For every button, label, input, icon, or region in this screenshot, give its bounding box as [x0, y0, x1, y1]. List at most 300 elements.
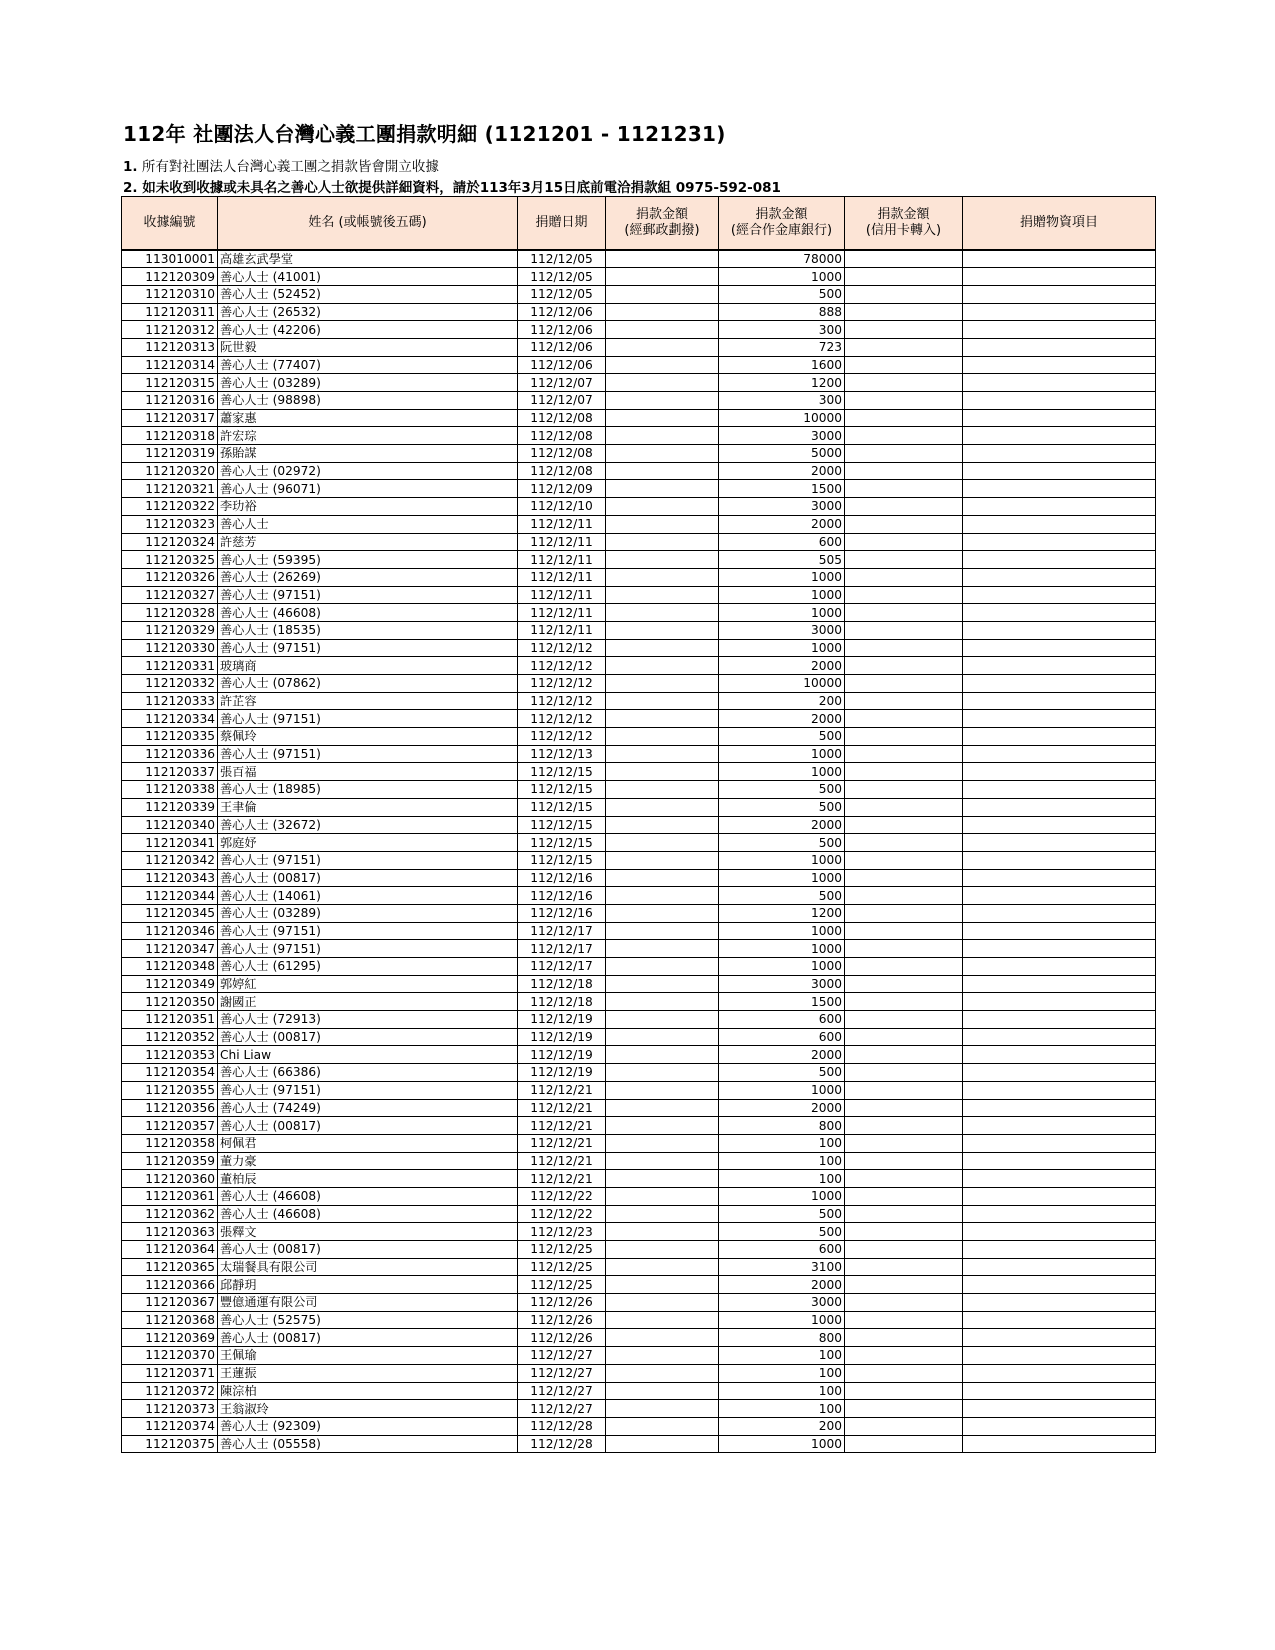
- table-row: [122, 745, 1156, 763]
- amount-card-cell: [845, 1117, 963, 1135]
- amount-bank-cell: 2000: [719, 515, 845, 533]
- receipt-no-cell: 112120324: [122, 533, 218, 551]
- amount-bank-cell: 5000: [719, 445, 845, 463]
- receipt-no-cell: 112120338: [122, 781, 218, 799]
- receipt-no-cell: 112120327: [122, 586, 218, 604]
- amount-bank-cell: 3000: [719, 1294, 845, 1312]
- donor-name-cell: 邱靜玥: [218, 1276, 518, 1294]
- donation-date-cell: 112/12/21: [518, 1099, 606, 1117]
- amount-card-cell: [845, 798, 963, 816]
- amount-bank-cell: 100: [719, 1170, 845, 1188]
- donated-items-cell: [963, 1134, 1156, 1152]
- table-row: [122, 940, 1156, 958]
- donated-items-cell: [963, 1223, 1156, 1241]
- donated-items-cell: [963, 745, 1156, 763]
- donated-items-cell: [963, 798, 1156, 816]
- amount-postal-cell: [606, 1187, 719, 1205]
- table-row: [122, 675, 1156, 693]
- donor-name-cell: 柯佩君: [218, 1134, 518, 1152]
- amount-card-cell: [845, 887, 963, 905]
- amount-card-cell: [845, 1400, 963, 1418]
- receipt-no-cell: 112120320: [122, 462, 218, 480]
- receipt-no-cell: 112120354: [122, 1064, 218, 1082]
- receipt-no-cell: 112120356: [122, 1099, 218, 1117]
- header-donated-items: 捐贈物資項目: [963, 197, 1156, 251]
- amount-card-cell: [845, 1046, 963, 1064]
- receipt-no-cell: 112120350: [122, 993, 218, 1011]
- amount-postal-cell: [606, 1435, 719, 1453]
- header-date: 捐贈日期: [518, 197, 606, 251]
- donor-name-cell: 蕭家惠: [218, 409, 518, 427]
- amount-bank-cell: 2000: [719, 1276, 845, 1294]
- amount-postal-cell: [606, 356, 719, 374]
- donation-date-cell: 112/12/08: [518, 427, 606, 445]
- donation-date-cell: 112/12/12: [518, 728, 606, 746]
- amount-postal-cell: [606, 958, 719, 976]
- donated-items-cell: [963, 1258, 1156, 1276]
- donor-name-cell: 善心人士 (00817): [218, 1329, 518, 1347]
- amount-card-cell: [845, 1364, 963, 1382]
- donor-name-cell: 善心人士 (97151): [218, 940, 518, 958]
- receipt-no-cell: 112120339: [122, 798, 218, 816]
- donation-date-cell: 112/12/25: [518, 1258, 606, 1276]
- receipt-no-cell: 112120329: [122, 621, 218, 639]
- donation-date-cell: 112/12/11: [518, 515, 606, 533]
- donor-name-cell: 善心人士 (26532): [218, 303, 518, 321]
- amount-postal-cell: [606, 1329, 719, 1347]
- amount-postal-cell: [606, 268, 719, 286]
- donor-name-cell: 善心人士 (14061): [218, 887, 518, 905]
- donor-name-cell: 善心人士 (32672): [218, 816, 518, 834]
- amount-postal-cell: [606, 1258, 719, 1276]
- donor-name-cell: 郭庭妤: [218, 834, 518, 852]
- receipt-no-cell: 112120369: [122, 1329, 218, 1347]
- donation-date-cell: 112/12/11: [518, 533, 606, 551]
- amount-card-cell: [845, 427, 963, 445]
- amount-bank-cell: 1200: [719, 904, 845, 922]
- amount-card-cell: [845, 1223, 963, 1241]
- donor-name-cell: 善心人士 (00817): [218, 1241, 518, 1259]
- receipt-no-cell: 112120352: [122, 1028, 218, 1046]
- donated-items-cell: [963, 993, 1156, 1011]
- donation-table: [121, 196, 1156, 1453]
- table-row: [122, 781, 1156, 799]
- donated-items-cell: [963, 1329, 1156, 1347]
- amount-card-cell: [845, 675, 963, 693]
- receipt-no-cell: 112120314: [122, 356, 218, 374]
- amount-card-cell: [845, 851, 963, 869]
- receipt-no-cell: 112120340: [122, 816, 218, 834]
- donor-name-cell: 善心人士 (18535): [218, 621, 518, 639]
- donor-name-cell: 善心人士 (46608): [218, 1187, 518, 1205]
- donated-items-cell: [963, 250, 1156, 268]
- amount-postal-cell: [606, 250, 719, 268]
- receipt-no-cell: 112120316: [122, 392, 218, 410]
- amount-bank-cell: 2000: [719, 710, 845, 728]
- donation-date-cell: 112/12/19: [518, 1064, 606, 1082]
- amount-postal-cell: [606, 1011, 719, 1029]
- amount-postal-cell: [606, 427, 719, 445]
- note-text: 如未收到收據或未具名之善心人士欲提供詳細資料，請於113年3月15日底前電洽捐款組 0975-592-081: [142, 180, 781, 196]
- receipt-no-cell: 112120359: [122, 1152, 218, 1170]
- donor-name-cell: 善心人士 (26269): [218, 568, 518, 586]
- amount-bank-cell: 600: [719, 1241, 845, 1259]
- amount-postal-cell: [606, 675, 719, 693]
- donation-date-cell: 112/12/05: [518, 268, 606, 286]
- amount-postal-cell: [606, 568, 719, 586]
- table-row: [122, 268, 1156, 286]
- amount-postal-cell: [606, 1294, 719, 1312]
- receipt-no-cell: 112120317: [122, 409, 218, 427]
- donated-items-cell: [963, 887, 1156, 905]
- table-row: [122, 303, 1156, 321]
- header-name: 姓名 (或帳號後五碼): [218, 197, 518, 251]
- amount-postal-cell: [606, 1417, 719, 1435]
- table-row: [122, 904, 1156, 922]
- table-row: [122, 621, 1156, 639]
- donation-date-cell: 112/12/06: [518, 338, 606, 356]
- amount-card-cell: [845, 940, 963, 958]
- donor-name-cell: 善心人士 (96071): [218, 480, 518, 498]
- donor-name-cell: 阮世毅: [218, 338, 518, 356]
- receipt-no-cell: 112120370: [122, 1347, 218, 1365]
- table-row: [122, 480, 1156, 498]
- receipt-no-cell: 112120374: [122, 1417, 218, 1435]
- table-row: [122, 1152, 1156, 1170]
- table-row: [122, 851, 1156, 869]
- amount-card-cell: [845, 551, 963, 569]
- table-row: [122, 1205, 1156, 1223]
- receipt-no-cell: 112120371: [122, 1364, 218, 1382]
- amount-bank-cell: 2000: [719, 1099, 845, 1117]
- donor-name-cell: 善心人士 (97151): [218, 639, 518, 657]
- table-row: [122, 515, 1156, 533]
- amount-bank-cell: 1000: [719, 1187, 845, 1205]
- donation-date-cell: 112/12/17: [518, 958, 606, 976]
- donation-date-cell: 112/12/11: [518, 621, 606, 639]
- amount-card-cell: [845, 922, 963, 940]
- receipt-no-cell: 112120315: [122, 374, 218, 392]
- amount-card-cell: [845, 515, 963, 533]
- amount-bank-cell: 3000: [719, 427, 845, 445]
- donor-name-cell: 善心人士 (00817): [218, 1117, 518, 1135]
- amount-bank-cell: 10000: [719, 675, 845, 693]
- donation-date-cell: 112/12/19: [518, 1011, 606, 1029]
- amount-bank-cell: 505: [719, 551, 845, 569]
- donor-name-cell: 善心人士 (03289): [218, 904, 518, 922]
- amount-card-cell: [845, 268, 963, 286]
- receipt-no-cell: 112120325: [122, 551, 218, 569]
- receipt-no-cell: 112120337: [122, 763, 218, 781]
- donation-date-cell: 112/12/17: [518, 940, 606, 958]
- amount-bank-cell: 1000: [719, 604, 845, 622]
- donor-name-cell: 善心人士 (59395): [218, 551, 518, 569]
- donation-date-cell: 112/12/27: [518, 1347, 606, 1365]
- amount-postal-cell: [606, 639, 719, 657]
- amount-bank-cell: 100: [719, 1152, 845, 1170]
- donor-name-cell: 善心人士 (41001): [218, 268, 518, 286]
- amount-postal-cell: [606, 922, 719, 940]
- receipt-no-cell: 112120351: [122, 1011, 218, 1029]
- amount-card-cell: [845, 1081, 963, 1099]
- donated-items-cell: [963, 586, 1156, 604]
- table-row: [122, 586, 1156, 604]
- donation-date-cell: 112/12/21: [518, 1152, 606, 1170]
- donor-name-cell: 善心人士 (97151): [218, 851, 518, 869]
- donated-items-cell: [963, 551, 1156, 569]
- amount-bank-cell: 1000: [719, 869, 845, 887]
- donation-date-cell: 112/12/26: [518, 1294, 606, 1312]
- amount-postal-cell: [606, 816, 719, 834]
- amount-postal-cell: [606, 321, 719, 339]
- donor-name-cell: 善心人士 (05558): [218, 1435, 518, 1453]
- donor-name-cell: 善心人士 (74249): [218, 1099, 518, 1117]
- receipt-no-cell: 112120323: [122, 515, 218, 533]
- amount-card-cell: [845, 1152, 963, 1170]
- amount-bank-cell: 100: [719, 1134, 845, 1152]
- table-row: [122, 1400, 1156, 1418]
- amount-bank-cell: 888: [719, 303, 845, 321]
- donation-date-cell: 112/12/15: [518, 763, 606, 781]
- amount-bank-cell: 1000: [719, 1081, 845, 1099]
- receipt-no-cell: 112120349: [122, 975, 218, 993]
- amount-card-cell: [845, 958, 963, 976]
- table-row: [122, 338, 1156, 356]
- receipt-no-cell: 112120335: [122, 728, 218, 746]
- donated-items-cell: [963, 1347, 1156, 1365]
- table-row: [122, 1028, 1156, 1046]
- table-row: [122, 1117, 1156, 1135]
- amount-bank-cell: 200: [719, 1417, 845, 1435]
- donor-name-cell: 王佩瑜: [218, 1347, 518, 1365]
- donated-items-cell: [963, 958, 1156, 976]
- amount-bank-cell: 1600: [719, 356, 845, 374]
- amount-postal-cell: [606, 851, 719, 869]
- receipt-no-cell: 112120318: [122, 427, 218, 445]
- amount-card-cell: [845, 586, 963, 604]
- donated-items-cell: [963, 409, 1156, 427]
- donated-items-cell: [963, 533, 1156, 551]
- donation-date-cell: 112/12/25: [518, 1241, 606, 1259]
- amount-card-cell: [845, 445, 963, 463]
- donation-date-cell: 112/12/27: [518, 1382, 606, 1400]
- amount-postal-cell: [606, 657, 719, 675]
- amount-postal-cell: [606, 1152, 719, 1170]
- table-row: [122, 1258, 1156, 1276]
- amount-bank-cell: 1200: [719, 374, 845, 392]
- amount-card-cell: [845, 533, 963, 551]
- amount-postal-cell: [606, 462, 719, 480]
- table-row: [122, 533, 1156, 551]
- donation-date-cell: 112/12/11: [518, 568, 606, 586]
- amount-postal-cell: [606, 834, 719, 852]
- amount-card-cell: [845, 657, 963, 675]
- donation-date-cell: 112/12/27: [518, 1400, 606, 1418]
- amount-card-cell: [845, 1294, 963, 1312]
- amount-card-cell: [845, 869, 963, 887]
- donated-items-cell: [963, 356, 1156, 374]
- donor-name-cell: 善心人士 (46608): [218, 1205, 518, 1223]
- donated-items-cell: [963, 728, 1156, 746]
- table-row: [122, 551, 1156, 569]
- receipt-no-cell: 112120310: [122, 285, 218, 303]
- donated-items-cell: [963, 1152, 1156, 1170]
- table-row: [122, 285, 1156, 303]
- amount-card-cell: [845, 1099, 963, 1117]
- receipt-no-cell: 113010001: [122, 250, 218, 268]
- amount-bank-cell: 600: [719, 533, 845, 551]
- receipt-no-cell: 112120332: [122, 675, 218, 693]
- amount-bank-cell: 2000: [719, 462, 845, 480]
- receipt-no-cell: 112120343: [122, 869, 218, 887]
- donation-date-cell: 112/12/11: [518, 586, 606, 604]
- donated-items-cell: [963, 1417, 1156, 1435]
- donated-items-cell: [963, 692, 1156, 710]
- amount-postal-cell: [606, 1081, 719, 1099]
- table-row: [122, 1311, 1156, 1329]
- amount-bank-cell: 500: [719, 781, 845, 799]
- amount-bank-cell: 3100: [719, 1258, 845, 1276]
- donation-date-cell: 112/12/28: [518, 1435, 606, 1453]
- table-row: [122, 604, 1156, 622]
- amount-card-cell: [845, 1382, 963, 1400]
- donated-items-cell: [963, 338, 1156, 356]
- donor-name-cell: 太瑞餐具有限公司: [218, 1258, 518, 1276]
- note-receipt: [123, 155, 439, 175]
- donation-date-cell: 112/12/12: [518, 639, 606, 657]
- donor-name-cell: 善心人士 (52452): [218, 285, 518, 303]
- amount-postal-cell: [606, 1134, 719, 1152]
- table-row: [122, 975, 1156, 993]
- header-amount-card: 捐款金額 (信用卡轉入): [845, 197, 963, 251]
- amount-bank-cell: 1500: [719, 993, 845, 1011]
- amount-card-cell: [845, 639, 963, 657]
- table-row: [122, 1170, 1156, 1188]
- table-row: [122, 710, 1156, 728]
- donation-date-cell: 112/12/21: [518, 1117, 606, 1135]
- donor-name-cell: 善心人士 (03289): [218, 374, 518, 392]
- amount-postal-cell: [606, 303, 719, 321]
- donated-items-cell: [963, 1064, 1156, 1082]
- amount-card-cell: [845, 993, 963, 1011]
- donated-items-cell: [963, 1117, 1156, 1135]
- donation-date-cell: 112/12/07: [518, 392, 606, 410]
- amount-bank-cell: 500: [719, 1064, 845, 1082]
- receipt-no-cell: 112120341: [122, 834, 218, 852]
- amount-card-cell: [845, 728, 963, 746]
- receipt-no-cell: 112120367: [122, 1294, 218, 1312]
- donation-date-cell: 112/12/12: [518, 675, 606, 693]
- amount-card-cell: [845, 621, 963, 639]
- amount-card-cell: [845, 1311, 963, 1329]
- donation-date-cell: 112/12/08: [518, 445, 606, 463]
- donated-items-cell: [963, 1046, 1156, 1064]
- donation-date-cell: 112/12/16: [518, 887, 606, 905]
- amount-postal-cell: [606, 993, 719, 1011]
- amount-card-cell: [845, 1258, 963, 1276]
- note-number: 1.: [123, 159, 138, 175]
- amount-bank-cell: 500: [719, 285, 845, 303]
- donated-items-cell: [963, 675, 1156, 693]
- donated-items-cell: [963, 1364, 1156, 1382]
- donated-items-cell: [963, 462, 1156, 480]
- table-row: [122, 1046, 1156, 1064]
- donation-date-cell: 112/12/28: [518, 1417, 606, 1435]
- donation-date-cell: 112/12/18: [518, 993, 606, 1011]
- receipt-no-cell: 112120321: [122, 480, 218, 498]
- amount-postal-cell: [606, 1099, 719, 1117]
- amount-card-cell: [845, 1170, 963, 1188]
- receipt-no-cell: 112120313: [122, 338, 218, 356]
- amount-card-cell: [845, 480, 963, 498]
- header-amount-bank: 捐款金額 (經合作金庫銀行): [719, 197, 845, 251]
- table-row: [122, 869, 1156, 887]
- amount-postal-cell: [606, 763, 719, 781]
- donor-name-cell: 善心人士 (46608): [218, 604, 518, 622]
- amount-postal-cell: [606, 374, 719, 392]
- donated-items-cell: [963, 480, 1156, 498]
- table-row: [122, 1294, 1156, 1312]
- amount-card-cell: [845, 338, 963, 356]
- table-row: [122, 692, 1156, 710]
- table-row: [122, 1187, 1156, 1205]
- amount-bank-cell: 1000: [719, 1435, 845, 1453]
- amount-bank-cell: 1000: [719, 745, 845, 763]
- amount-postal-cell: [606, 604, 719, 622]
- page-title: 112年 社團法人台灣心義工團捐款明細 (1121201 - 1121231): [123, 122, 726, 146]
- amount-bank-cell: 600: [719, 1028, 845, 1046]
- amount-bank-cell: 500: [719, 1205, 845, 1223]
- amount-card-cell: [845, 356, 963, 374]
- donation-date-cell: 112/12/25: [518, 1276, 606, 1294]
- amount-bank-cell: 1000: [719, 763, 845, 781]
- receipt-no-cell: 112120362: [122, 1205, 218, 1223]
- donor-name-cell: 善心人士 (66386): [218, 1064, 518, 1082]
- amount-postal-cell: [606, 798, 719, 816]
- receipt-no-cell: 112120326: [122, 568, 218, 586]
- amount-postal-cell: [606, 498, 719, 516]
- amount-postal-cell: [606, 480, 719, 498]
- donated-items-cell: [963, 268, 1156, 286]
- amount-postal-cell: [606, 515, 719, 533]
- table-row: [122, 250, 1156, 268]
- donor-name-cell: 蔡佩玲: [218, 728, 518, 746]
- table-row: [122, 356, 1156, 374]
- amount-bank-cell: 3000: [719, 498, 845, 516]
- donation-date-cell: 112/12/26: [518, 1329, 606, 1347]
- receipt-no-cell: 112120358: [122, 1134, 218, 1152]
- amount-postal-cell: [606, 1205, 719, 1223]
- amount-postal-cell: [606, 1311, 719, 1329]
- receipt-no-cell: 112120363: [122, 1223, 218, 1241]
- donor-name-cell: 善心人士 (00817): [218, 869, 518, 887]
- table-row: [122, 1241, 1156, 1259]
- table-row: [122, 657, 1156, 675]
- receipt-no-cell: 112120375: [122, 1435, 218, 1453]
- donation-date-cell: 112/12/27: [518, 1364, 606, 1382]
- donor-name-cell: 王蓮振: [218, 1364, 518, 1382]
- amount-card-cell: [845, 285, 963, 303]
- table-row: [122, 427, 1156, 445]
- donated-items-cell: [963, 834, 1156, 852]
- donation-date-cell: 112/12/21: [518, 1081, 606, 1099]
- donor-name-cell: 豐億通運有限公司: [218, 1294, 518, 1312]
- amount-card-cell: [845, 1241, 963, 1259]
- donation-date-cell: 112/12/05: [518, 285, 606, 303]
- donated-items-cell: [963, 639, 1156, 657]
- receipt-no-cell: 112120368: [122, 1311, 218, 1329]
- donor-name-cell: 王翁淑玲: [218, 1400, 518, 1418]
